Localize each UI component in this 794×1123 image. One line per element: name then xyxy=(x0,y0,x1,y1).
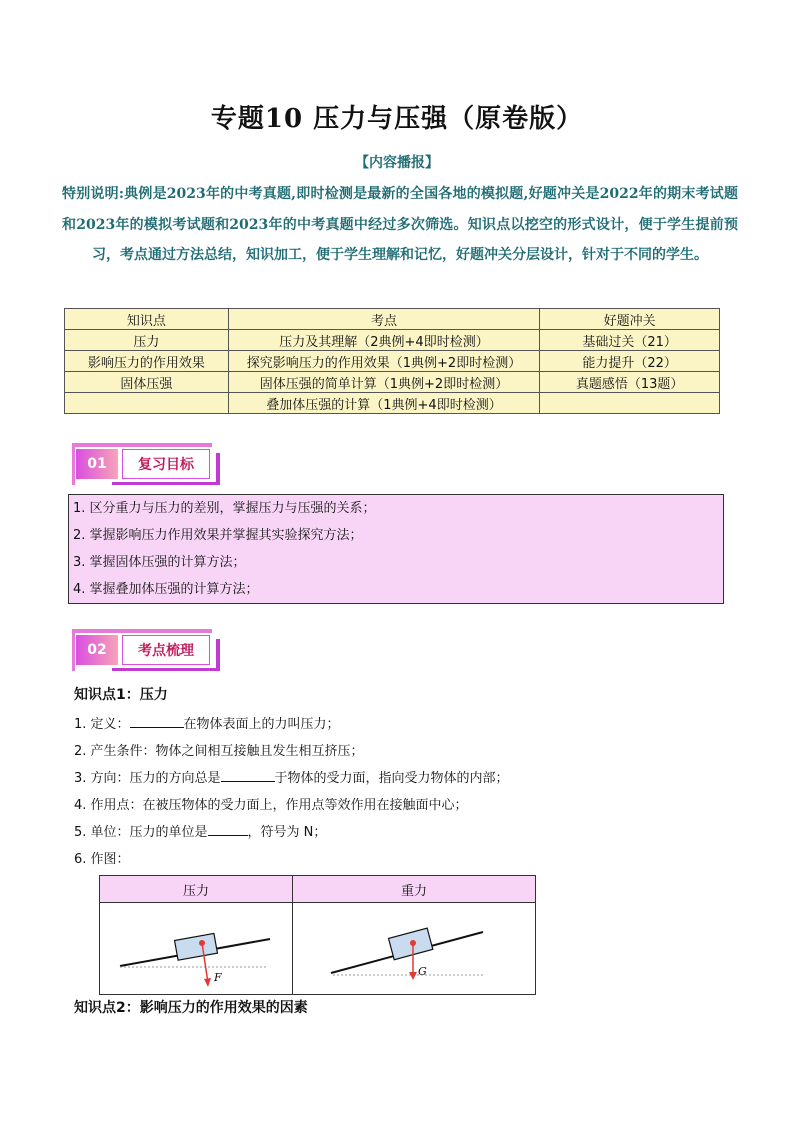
table-header-cell: 好题冲关 xyxy=(540,309,720,330)
application-point xyxy=(199,940,205,946)
decor-bar xyxy=(72,443,75,485)
goal-item: 2. 掌握影响压力作用效果并掌握其实验探究方法； xyxy=(73,528,363,543)
pressure-diagram xyxy=(100,903,292,994)
decor-bar xyxy=(72,443,212,447)
table-cell xyxy=(540,393,720,414)
section-label: 复习目标 xyxy=(122,449,210,479)
table-row xyxy=(65,351,720,372)
table-cell: 压力 xyxy=(65,330,229,351)
page-title: 专题10 压力与压强（原卷版） xyxy=(210,104,584,134)
table-cell: 能力提升（22） xyxy=(540,351,720,372)
center-of-gravity xyxy=(410,940,416,946)
section-tag-key-points xyxy=(72,629,220,671)
contents-table xyxy=(64,308,720,414)
table-cell: 固体压强 xyxy=(65,372,229,393)
section-label: 考点梳理 xyxy=(122,635,210,665)
table-cell xyxy=(65,393,229,414)
table-header-cell: 知识点 xyxy=(65,309,229,330)
diagram-header-pressure: 压力 xyxy=(100,876,292,903)
fill-blank xyxy=(221,769,275,782)
decor-bar xyxy=(112,668,220,671)
kp-text: 于物体的受力面，指向受力物体的内部； xyxy=(274,771,509,786)
broadcast-text: 特别说明:典例是2023年的中考真题,即时检测是最新的全国各地的模拟题,好题冲关是2022年的期末考试题和2023年的模拟考试题和2023年的中考真题中经过多次筛选。知识点以挖空的形式设计，便于学生提前预习，考点通过方法总结，知识加工，便于学生理解和记忆，好题冲关分层设计，针对于不同的学生。 xyxy=(62,186,738,263)
kp-text: 3. 方向：压力的方向总是 xyxy=(74,771,221,786)
decor-bar xyxy=(72,629,212,633)
block-icon xyxy=(175,933,218,960)
table-cell: 压力及其理解（2典例+4即时检测） xyxy=(228,330,540,351)
table-cell: 真题感悟（13题） xyxy=(540,372,720,393)
table-cell: 固体压强的简单计算（1典例+2即时检测） xyxy=(228,372,540,393)
kp-line xyxy=(74,821,326,840)
decor-bar xyxy=(216,453,220,485)
gravity-diagram xyxy=(293,903,535,994)
kp-line: 6. 作图： xyxy=(74,852,130,867)
arrowhead-icon xyxy=(409,972,417,980)
table-row xyxy=(65,330,720,351)
goal-item: 4. 掌握叠加体压强的计算方法； xyxy=(73,582,259,597)
broadcast-heading: 【内容播报】 xyxy=(355,155,439,171)
kp-text: 1. 定义： xyxy=(74,717,130,732)
kp-line xyxy=(74,713,340,732)
kp-line: 2. 产生条件：物体之间相互接触且发生相互挤压； xyxy=(74,744,364,759)
force-label-f: F xyxy=(214,971,222,984)
table-header-row xyxy=(65,309,720,330)
goal-item: 3. 掌握固体压强的计算方法； xyxy=(73,555,246,570)
kp-text: 5. 单位：压力的单位是 xyxy=(74,825,208,840)
kp-text: ，符号为 N； xyxy=(247,825,327,840)
table-row xyxy=(65,393,720,414)
section-number: 01 xyxy=(76,449,118,479)
goals-box xyxy=(68,494,724,604)
kp-line xyxy=(74,767,509,786)
force-diagram-table xyxy=(99,875,536,995)
table-cell: 叠加体压强的计算（1典例+4即时检测） xyxy=(228,393,540,414)
knowledge-point-heading: 知识点1：压力 xyxy=(74,687,168,703)
decor-bar xyxy=(72,629,75,671)
kp-text: 在物体表面上的力叫压力； xyxy=(183,717,340,732)
goal-item: 1. 区分重力与压力的差别，掌握压力与压强的关系； xyxy=(73,501,376,516)
fill-blank xyxy=(208,823,248,836)
table-cell: 基础过关（21） xyxy=(540,330,720,351)
force-label-g: G xyxy=(418,965,427,978)
fill-blank xyxy=(130,715,184,728)
section-tag-review-goals xyxy=(72,443,220,485)
decor-bar xyxy=(216,639,220,671)
section-number: 02 xyxy=(76,635,118,665)
decor-bar xyxy=(112,482,220,485)
knowledge-point-heading: 知识点2：影响压力的作用效果的因素 xyxy=(74,1000,308,1016)
table-header-cell: 考点 xyxy=(228,309,540,330)
arrowhead-icon xyxy=(204,978,211,987)
kp-line: 4. 作用点：在被压物体的受力面上，作用点等效作用在接触面中心； xyxy=(74,798,468,813)
table-cell: 影响压力的作用效果 xyxy=(65,351,229,372)
table-cell: 探究影响压力的作用效果（1典例+2即时检测） xyxy=(228,351,540,372)
diagram-header-gravity: 重力 xyxy=(293,876,535,903)
table-row xyxy=(65,372,720,393)
